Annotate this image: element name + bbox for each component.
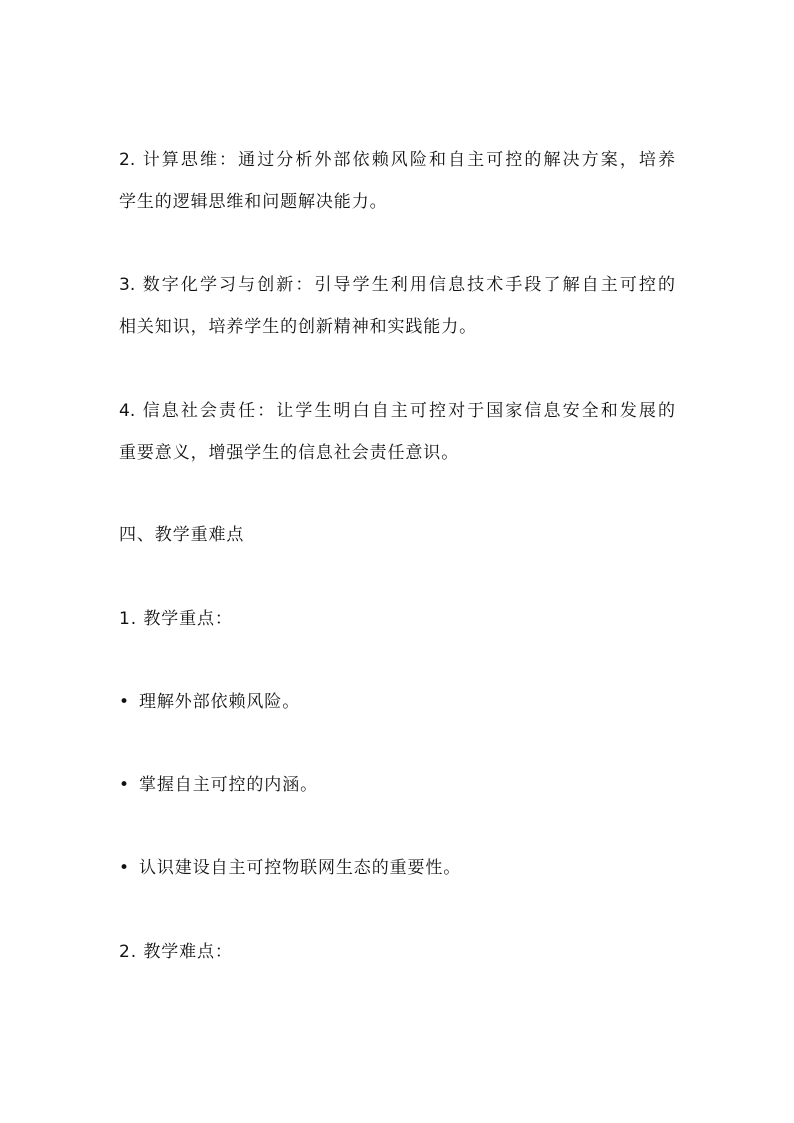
bullet-icon: • bbox=[119, 692, 130, 712]
list-item-text: 认识建设自主可控物联网生态的重要性。 bbox=[139, 858, 462, 878]
bullet-icon: • bbox=[119, 775, 130, 795]
item-4-line-1: 4. 信息社会责任：让学生明白自主可控对于国家信息安全和发展的 bbox=[119, 401, 675, 421]
list-item bbox=[119, 856, 461, 880]
list-item-text: 理解外部依赖风险。 bbox=[139, 692, 301, 712]
item-2-line-1: 2. 计算思维：通过分析外部依赖风险和自主可控的解决方案，培养 bbox=[119, 150, 675, 170]
item-4-line-2: 重要意义，增强学生的信息社会责任意识。 bbox=[119, 443, 460, 463]
item-3-line-2: 相关知识，培养学生的创新精神和实践能力。 bbox=[119, 317, 477, 337]
difficult-points-heading: 2. 教学难点： bbox=[119, 942, 233, 962]
section-heading-key-difficult-points: 四、教学重难点 bbox=[119, 525, 245, 545]
item-3-line-1: 3. 数字化学习与创新：引导学生利用信息技术手段了解自主可控的 bbox=[119, 275, 675, 295]
list-item bbox=[119, 773, 318, 797]
item-2-line-2: 学生的逻辑思维和问题解决能力。 bbox=[119, 192, 388, 212]
list-item bbox=[119, 690, 300, 714]
bullet-icon: • bbox=[119, 858, 130, 878]
key-points-heading: 1. 教学重点： bbox=[119, 609, 233, 629]
list-item-text: 掌握自主可控的内涵。 bbox=[139, 775, 318, 795]
